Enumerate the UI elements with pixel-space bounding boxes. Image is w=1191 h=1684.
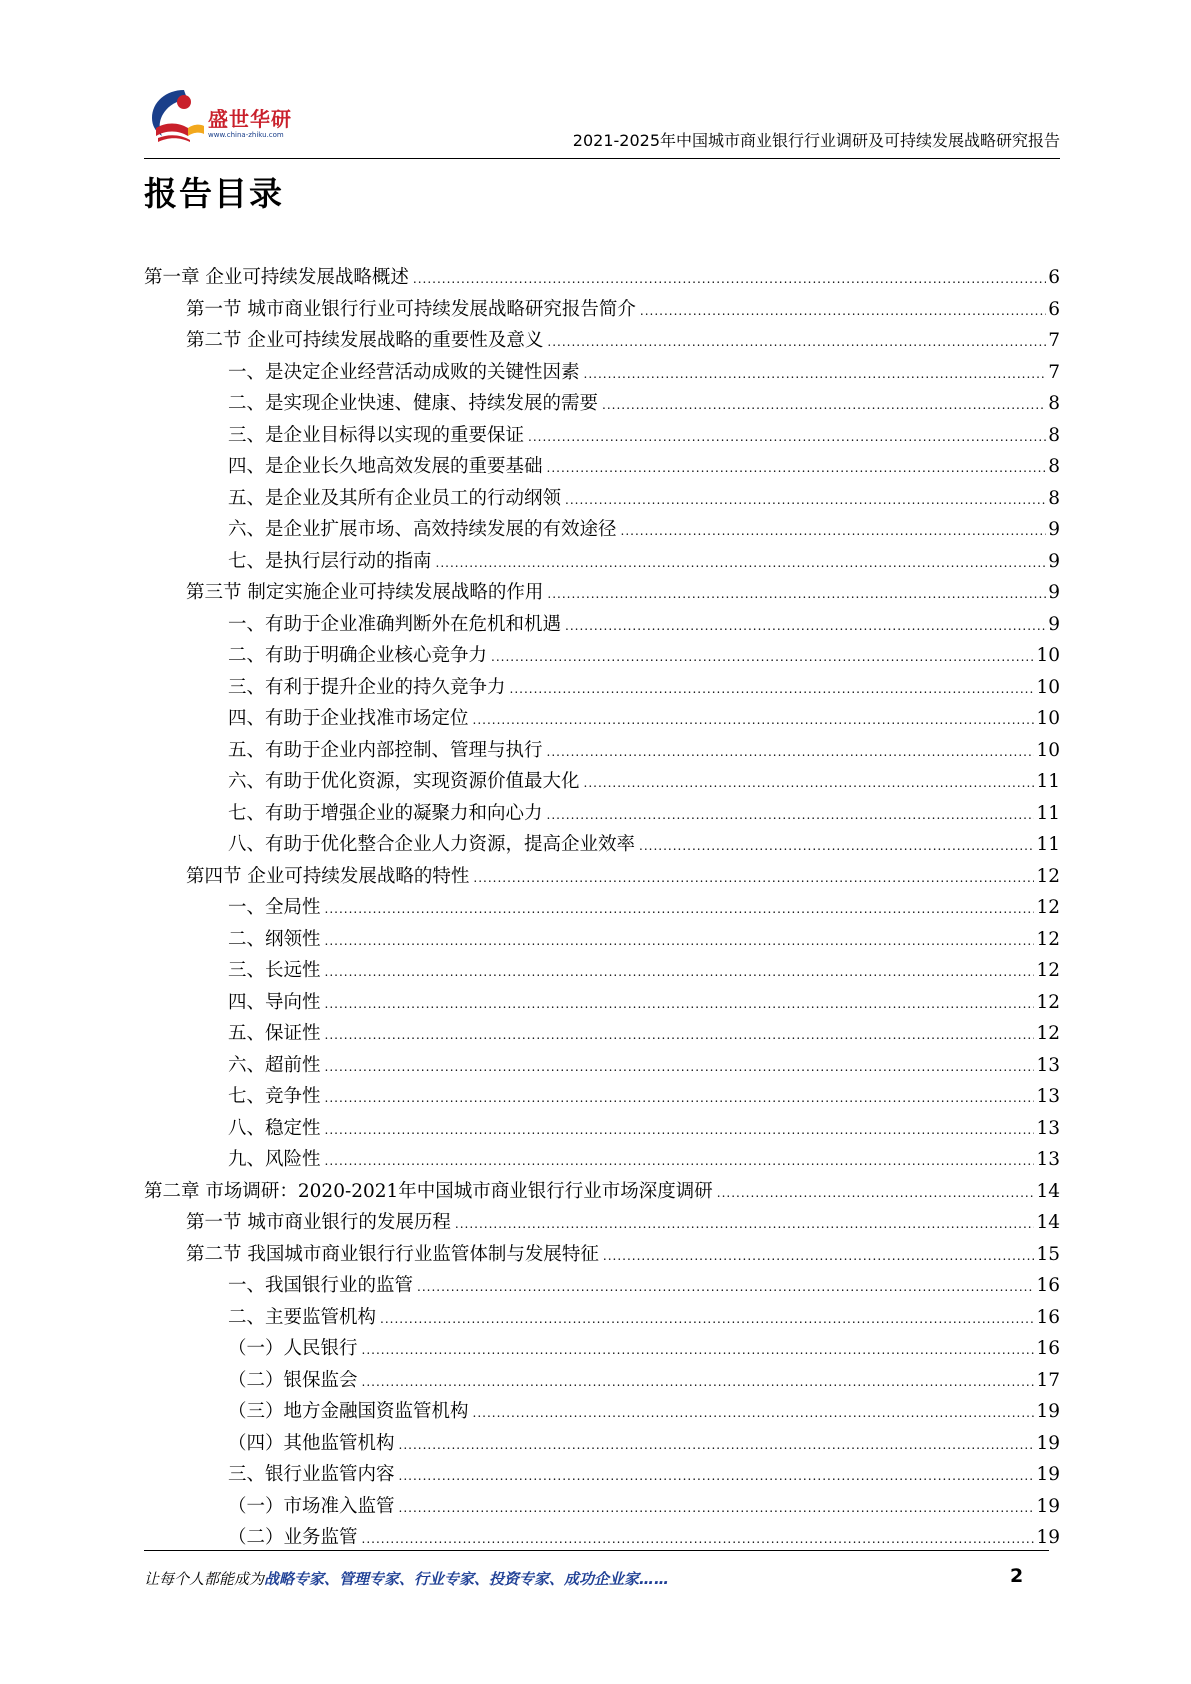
toc-entry-label: 七、有助于增强企业的凝聚力和向心力 (228, 802, 543, 824)
toc-entry-label: 七、是执行层行动的指南 (228, 550, 432, 572)
toc-entry-label: 六、有助于优化资源，实现资源价值最大化 (228, 771, 580, 792)
toc-entry-page: 16 (1036, 1306, 1060, 1328)
toc-entry-label: 七、竞争性 (228, 1086, 321, 1107)
toc-entry-page: 12 (1036, 865, 1060, 887)
toc-entry-page: 13 (1036, 1149, 1060, 1170)
toc-entry[interactable] (144, 1459, 1060, 1491)
logo-text: 盛世华研 (208, 107, 292, 131)
toc-entry-label: 三、是企业目标得以实现的重要保证 (228, 424, 525, 446)
toc-entry[interactable] (144, 1491, 1060, 1523)
toc-dot-leader (473, 863, 1034, 895)
toc-dot-leader (325, 894, 1035, 926)
toc-dot-leader (565, 485, 1046, 517)
toc-entry[interactable] (144, 483, 1060, 515)
toc-entry-page: 13 (1036, 1054, 1060, 1076)
toc-dot-leader (584, 768, 1035, 800)
page-header (144, 84, 1060, 159)
toc-entry[interactable] (144, 609, 1060, 641)
toc-entry-label: 六、超前性 (228, 1054, 321, 1076)
toc-entry[interactable] (144, 1207, 1060, 1239)
toc-entry-page: 19 (1036, 1401, 1060, 1422)
toc-entry[interactable] (144, 1522, 1060, 1554)
toc-entry[interactable] (144, 420, 1060, 452)
toc-entry-label: 六、是企业扩展市场、高效持续发展的有效途径 (228, 519, 617, 540)
toc-entry[interactable] (144, 1239, 1060, 1271)
toc-dot-leader (399, 1430, 1035, 1462)
slogan-lead: 让每个人都能成为 (144, 1570, 265, 1588)
toc-entry[interactable] (144, 1428, 1060, 1460)
toc-entry-page: 9 (1048, 550, 1060, 572)
toc-entry-label: 五、有助于企业内部控制、管理与执行 (228, 739, 543, 761)
toc-entry-page: 16 (1036, 1275, 1060, 1296)
toc-entry-label: （一）人民银行 (228, 1338, 358, 1359)
toc-entry[interactable] (144, 1176, 1060, 1208)
toc-entry[interactable] (144, 1050, 1060, 1082)
toc-entry-page: 9 (1048, 582, 1060, 603)
toc-entry-page: 7 (1048, 361, 1060, 383)
toc-entry[interactable] (144, 1333, 1060, 1365)
toc-entry[interactable] (144, 1396, 1060, 1428)
report-title: 2021-2025年中国城市商业银行行业调研及可持续发展战略研究报告 (572, 131, 1060, 150)
footer-slogan (144, 1568, 669, 1589)
toc-entry-label: 第四节 企业可持续发展战略的特性 (186, 865, 470, 887)
toc-entry-page: 19 (1036, 1432, 1060, 1454)
toc-dot-leader (325, 957, 1035, 989)
toc-dot-leader (640, 296, 1046, 328)
toc-entry-page: 7 (1048, 330, 1060, 351)
page-number: 2 (1010, 1565, 1024, 1587)
toc-entry[interactable] (144, 357, 1060, 389)
toc-entry-page: 9 (1048, 519, 1060, 540)
toc-entry-label: （四）其他监管机构 (228, 1432, 395, 1454)
toc-entry-page: 13 (1036, 1086, 1060, 1107)
toc-entry-label: 一、是决定企业经营活动成败的关键性因素 (228, 361, 580, 383)
toc-entry[interactable] (144, 766, 1060, 798)
toc-entry[interactable] (144, 861, 1060, 893)
toc-dot-leader (602, 390, 1046, 422)
toc-entry[interactable] (144, 672, 1060, 704)
toc-dot-leader (413, 264, 1046, 296)
toc-dot-leader (584, 359, 1047, 391)
toc-entry[interactable] (144, 829, 1060, 861)
toc-dot-leader (362, 1367, 1035, 1399)
toc-entry-page: 8 (1048, 393, 1060, 414)
toc-dot-leader (621, 516, 1047, 548)
toc-dot-leader (380, 1304, 1034, 1336)
toc-entry-label: 第一节 城市商业银行的发展历程 (186, 1212, 451, 1233)
toc-dot-leader (325, 1083, 1035, 1115)
table-of-contents (144, 262, 1060, 1554)
toc-entry[interactable] (144, 577, 1060, 609)
toc-dot-leader (473, 1398, 1035, 1430)
toc-entry[interactable] (144, 955, 1060, 987)
toc-entry-label: 一、全局性 (228, 897, 321, 918)
toc-entry-label: 三、有利于提升企业的持久竞争力 (228, 676, 506, 698)
toc-entry-page: 13 (1036, 1117, 1060, 1139)
toc-entry[interactable] (144, 451, 1060, 483)
toc-dot-leader (325, 1115, 1035, 1147)
toc-entry[interactable] (144, 546, 1060, 578)
toc-entry[interactable] (144, 987, 1060, 1019)
toc-entry-label: （二）业务监管 (228, 1527, 358, 1548)
toc-dot-leader (325, 1146, 1035, 1178)
toc-entry-label: （二）银保监会 (228, 1369, 358, 1391)
toc-entry-label: 第一章 企业可持续发展战略概述 (144, 267, 409, 288)
toc-entry[interactable] (144, 1081, 1060, 1113)
toc-dot-leader (325, 989, 1035, 1021)
toc-entry-page: 15 (1036, 1243, 1060, 1265)
toc-dot-leader (399, 1493, 1035, 1525)
toc-entry-page: 11 (1036, 834, 1060, 855)
toc-entry-page: 9 (1048, 613, 1060, 635)
toc-dot-leader (325, 1020, 1035, 1052)
toc-entry-label: （三）地方金融国资监管机构 (228, 1401, 469, 1422)
toc-entry-page: 11 (1036, 802, 1060, 824)
toc-dot-leader (565, 611, 1046, 643)
toc-entry[interactable] (144, 1365, 1060, 1397)
toc-dot-leader (399, 1461, 1035, 1493)
toc-entry-page: 11 (1036, 771, 1060, 792)
toc-entry[interactable] (144, 892, 1060, 924)
toc-entry-page: 14 (1036, 1180, 1060, 1202)
toc-entry-label: 二、是实现企业快速、健康、持续发展的需要 (228, 393, 599, 414)
toc-entry-label: 一、有助于企业准确判断外在危机和机遇 (228, 613, 562, 635)
toc-entry-label: 四、有助于企业找准市场定位 (228, 708, 469, 729)
toc-entry[interactable] (144, 388, 1060, 420)
toc-entry-label: 第二章 市场调研：2020-2021年中国城市商业银行行业市场深度调研 (144, 1180, 713, 1202)
toc-entry-page: 12 (1036, 1023, 1060, 1044)
footer-rule (144, 1550, 1049, 1551)
logo-emblem-icon (144, 84, 208, 148)
toc-entry[interactable] (144, 514, 1060, 546)
company-logo (144, 84, 314, 150)
toc-dot-leader (325, 926, 1035, 958)
toc-entry[interactable] (144, 640, 1060, 672)
toc-entry-page: 16 (1036, 1338, 1060, 1359)
toc-entry-page: 12 (1036, 960, 1060, 981)
toc-dot-leader (603, 1241, 1035, 1273)
toc-entry-page: 19 (1036, 1495, 1060, 1517)
page-heading: 报告目录 (144, 174, 284, 213)
toc-dot-leader (717, 1178, 1035, 1210)
toc-entry[interactable] (144, 325, 1060, 357)
toc-dot-leader (547, 327, 1046, 359)
toc-entry[interactable] (144, 1270, 1060, 1302)
toc-entry-page: 8 (1048, 487, 1060, 509)
toc-dot-leader (547, 579, 1046, 611)
toc-entry-label: 第二节 企业可持续发展战略的重要性及意义 (186, 330, 544, 351)
toc-entry-label: 三、长远性 (228, 960, 321, 981)
toc-entry-label: 三、银行业监管内容 (228, 1464, 395, 1485)
toc-entry-page: 6 (1048, 298, 1060, 320)
toc-entry[interactable] (144, 924, 1060, 956)
toc-entry[interactable] (144, 1018, 1060, 1050)
toc-entry[interactable] (144, 1113, 1060, 1145)
toc-entry-label: 五、保证性 (228, 1023, 321, 1044)
toc-entry[interactable] (144, 703, 1060, 735)
toc-dot-leader (417, 1272, 1034, 1304)
toc-entry-page: 19 (1036, 1527, 1060, 1548)
logo-url: www.china-zhiku.com (208, 131, 284, 139)
toc-entry[interactable] (144, 294, 1060, 326)
toc-entry-label: 九、风险性 (228, 1149, 321, 1170)
toc-entry-label: 二、主要监管机构 (228, 1306, 377, 1328)
toc-entry-label: 第一节 城市商业银行行业可持续发展战略研究报告简介 (186, 298, 636, 320)
toc-entry-label: 五、是企业及其所有企业员工的行动纲领 (228, 487, 562, 509)
toc-dot-leader (547, 800, 1035, 832)
toc-entry-page: 14 (1036, 1212, 1060, 1233)
toc-entry-page: 17 (1036, 1369, 1060, 1391)
toc-entry-label: 二、有助于明确企业核心竞争力 (228, 645, 488, 666)
toc-entry-page: 12 (1036, 897, 1060, 918)
toc-dot-leader (547, 453, 1047, 485)
slogan-focus: 战略专家、管理专家、行业专家、投资专家、成功企业家…… (264, 1570, 670, 1588)
toc-entry-page: 19 (1036, 1464, 1060, 1485)
toc-dot-leader (510, 674, 1035, 706)
toc-dot-leader (436, 548, 1047, 580)
toc-entry-page: 10 (1036, 676, 1060, 698)
toc-entry-label: 一、我国银行业的监管 (228, 1275, 414, 1296)
toc-dot-leader (455, 1209, 1035, 1241)
toc-dot-leader (473, 705, 1035, 737)
toc-entry-label: 八、有助于优化整合企业人力资源，提高企业效率 (228, 834, 636, 855)
toc-entry[interactable] (144, 1302, 1060, 1334)
toc-dot-leader (362, 1335, 1035, 1367)
toc-entry-label: 第三节 制定实施企业可持续发展战略的作用 (186, 582, 544, 603)
toc-entry-label: 二、纲领性 (228, 928, 321, 950)
toc-dot-leader (639, 831, 1034, 863)
toc-entry-page: 12 (1036, 928, 1060, 950)
toc-entry-page: 10 (1036, 645, 1060, 666)
toc-entry-page: 10 (1036, 708, 1060, 729)
toc-dot-leader (547, 737, 1035, 769)
toc-entry-page: 6 (1048, 267, 1060, 288)
toc-entry-label: 第二节 我国城市商业银行行业监管体制与发展特征 (186, 1243, 599, 1265)
toc-entry-page: 8 (1048, 424, 1060, 446)
toc-entry[interactable] (144, 1144, 1060, 1176)
toc-dot-leader (528, 422, 1046, 454)
toc-entry-label: 八、稳定性 (228, 1117, 321, 1139)
toc-entry[interactable] (144, 798, 1060, 830)
toc-entry[interactable] (144, 735, 1060, 767)
toc-entry-label: （一）市场准入监管 (228, 1495, 395, 1517)
toc-entry-page: 8 (1048, 456, 1060, 477)
toc-entry-label: 四、导向性 (228, 991, 321, 1013)
toc-entry-page: 10 (1036, 739, 1060, 761)
toc-entry[interactable] (144, 262, 1060, 294)
toc-entry-page: 12 (1036, 991, 1060, 1013)
toc-entry-label: 四、是企业长久地高效发展的重要基础 (228, 456, 543, 477)
toc-dot-leader (325, 1052, 1035, 1084)
toc-dot-leader (491, 642, 1034, 674)
